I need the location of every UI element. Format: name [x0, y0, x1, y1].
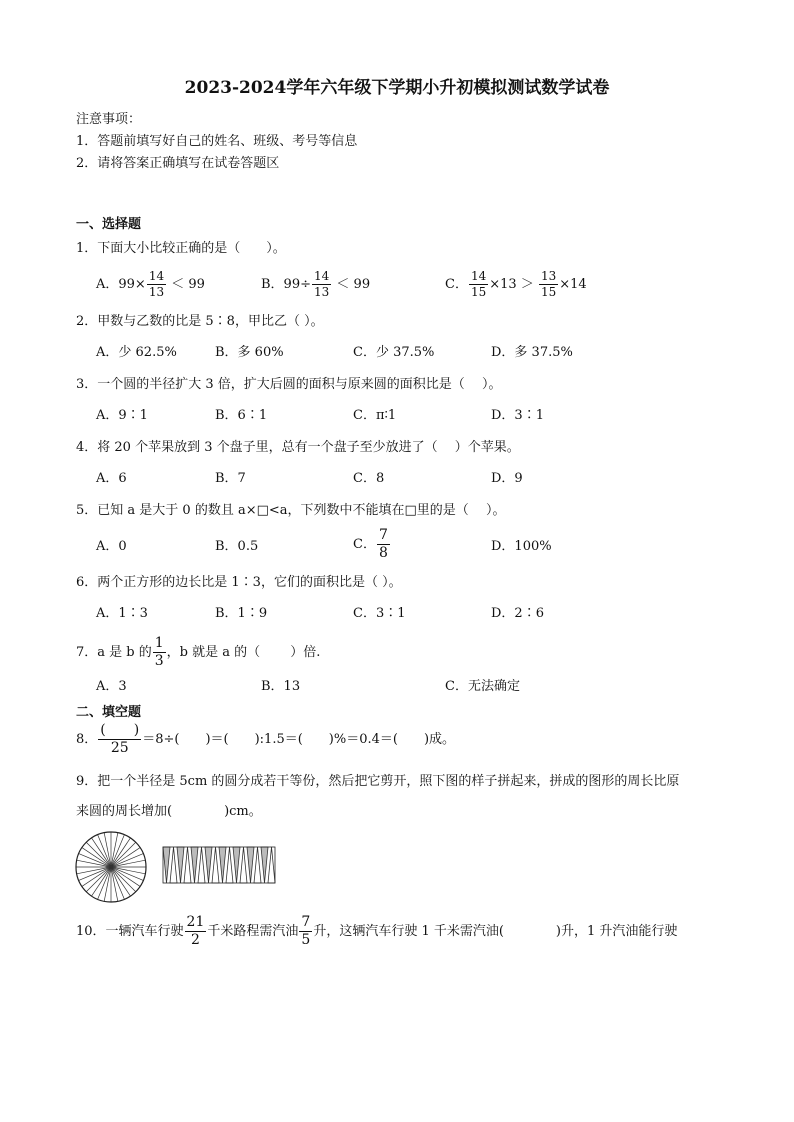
question-6-option-b: B．1∶9: [215, 606, 268, 621]
sector-piece: [261, 847, 268, 883]
fraction: $\frac{1}{3}$: [154, 635, 164, 669]
sector-piece: [212, 847, 219, 883]
rearranged-sectors-figure: [159, 843, 279, 887]
question-3-stem: 3．一个圆的半径扩大 3 倍，扩大后圆的面积与原来圆的面积比是（ ）。: [76, 377, 502, 392]
question-6-option-a: A．1∶3: [96, 606, 148, 621]
question-4-option-b: B．7: [215, 471, 246, 486]
sector-piece: [219, 847, 226, 883]
question-5-option-b: B．0.5: [215, 539, 259, 554]
question-5-option-a: A．0: [96, 539, 127, 554]
sector-piece: [233, 847, 240, 883]
question-3-option-c: C．π∶1: [353, 408, 397, 423]
fraction: $\frac{7}{8}$: [378, 527, 388, 561]
fraction: $\frac{7}{5}$: [301, 914, 311, 948]
question-1-option-b: B．99÷ $\frac{14}{13}$ ＜ 99: [261, 269, 371, 299]
section-heading-fill: 二、填空题: [76, 705, 142, 720]
sector-piece: [170, 847, 177, 883]
fraction: $\frac{13}{15}$: [540, 269, 557, 299]
sector-piece: [191, 847, 198, 883]
question-1-stem: 1．下面大小比较正确的是（ ）。: [76, 241, 286, 256]
question-7-stem: 7．a 是 b 的 $\frac{1}{3}$ ，b 就是 a 的（ ）倍.: [76, 635, 321, 669]
fraction: $\frac{( )}{25}$: [100, 722, 140, 756]
question-10: 10．一辆汽车行驶 $\frac{21}{2}$ 千米路程需汽油 $\frac{7}{5}$ 升，这辆汽车行驶 1 千米需汽油( )升，1 升汽油能行驶: [76, 914, 678, 948]
question-6-stem: 6．两个正方形的边长比是 1∶3，它们的面积比是（ ）。: [76, 575, 402, 590]
sector-piece: [247, 847, 254, 883]
sector-piece: [163, 847, 170, 883]
question-1-option-a: A．99× $\frac{14}{13}$ ＜ 99: [96, 269, 205, 299]
question-3-option-b: B．6∶1: [215, 408, 268, 423]
sector-piece: [177, 847, 184, 883]
notice-item-2: 2．请将答案正确填写在试卷答题区: [76, 156, 280, 171]
question-4-option-a: A．6: [96, 471, 127, 486]
question-4-option-d: D．9: [491, 471, 523, 486]
question-2-option-c: C．少 37.5%: [353, 345, 435, 360]
sector-piece: [205, 847, 212, 883]
notice-item-1: 1．答题前填写好自己的姓名、班级、考号等信息: [76, 134, 358, 149]
sector-piece: [254, 847, 261, 883]
exam-title: 2023-2024学年六年级下学期小升初模拟测试数学试卷: [184, 78, 610, 98]
fraction: $\frac{14}{15}$: [470, 269, 487, 299]
question-9-line-1: 9．把一个半径是 5cm 的圆分成若干等份，然后把它剪开，照下图的样子拼起来，拼成的图形的周长比原: [76, 774, 680, 789]
divided-circle-figure: [74, 830, 148, 904]
question-9-line-2: 来圆的周长增加( )cm。: [76, 804, 262, 819]
fraction: $\frac{21}{2}$: [186, 914, 205, 948]
question-4-stem: 4．将 20 个苹果放到 3 个盘子里，总有一个盘子至少放进了（ ）个苹果。: [76, 440, 520, 455]
question-2-option-a: A．少 62.5%: [96, 345, 177, 360]
sector-piece: [240, 847, 247, 883]
question-8: 8． $\frac{( )}{25}$ ＝8÷( )＝( ):1.5＝( )%＝0.4＝( )成。: [76, 722, 456, 756]
radius-line: [86, 867, 111, 892]
question-6-option-d: D．2∶6: [491, 606, 544, 621]
sector-piece: [226, 847, 233, 883]
question-3-option-a: A．9∶1: [96, 408, 148, 423]
radius-line: [86, 842, 111, 867]
question-3-option-d: D．3∶1: [491, 408, 544, 423]
question-2-option-d: D．多 37.5%: [491, 345, 573, 360]
question-1-option-c: C． $\frac{14}{15}$ ×13 ＞ $\frac{13}{15}$ ×14: [445, 269, 587, 299]
fraction: $\frac{14}{13}$: [148, 269, 165, 299]
question-5-stem: 5．已知 a 是大于 0 的数且 a×□<a，下列数中不能填在□里的是（ ）。: [76, 503, 506, 518]
question-2-option-b: B．多 60%: [215, 345, 284, 360]
question-7-option-c: C．无法确定: [445, 679, 520, 694]
section-heading-choice: 一、选择题: [76, 217, 142, 232]
notice-heading: 注意事项：: [76, 112, 142, 127]
radius-line: [111, 842, 136, 867]
radius-line: [111, 867, 136, 892]
question-4-option-c: C．8: [353, 471, 385, 486]
sector-piece: [184, 847, 191, 883]
sector-piece: [268, 847, 275, 883]
question-7-option-a: A．3: [96, 679, 127, 694]
sector-piece: [198, 847, 205, 883]
question-2-stem: 2．甲数与乙数的比是 5∶8，甲比乙（ ）。: [76, 314, 324, 329]
fraction: $\frac{14}{13}$: [314, 269, 330, 299]
question-7-option-b: B．13: [261, 679, 301, 694]
question-5-option-d: D．100%: [491, 539, 552, 554]
question-6-option-c: C．3∶1: [353, 606, 406, 621]
question-5-option-c: C． $\frac{7}{8}$: [353, 527, 388, 561]
